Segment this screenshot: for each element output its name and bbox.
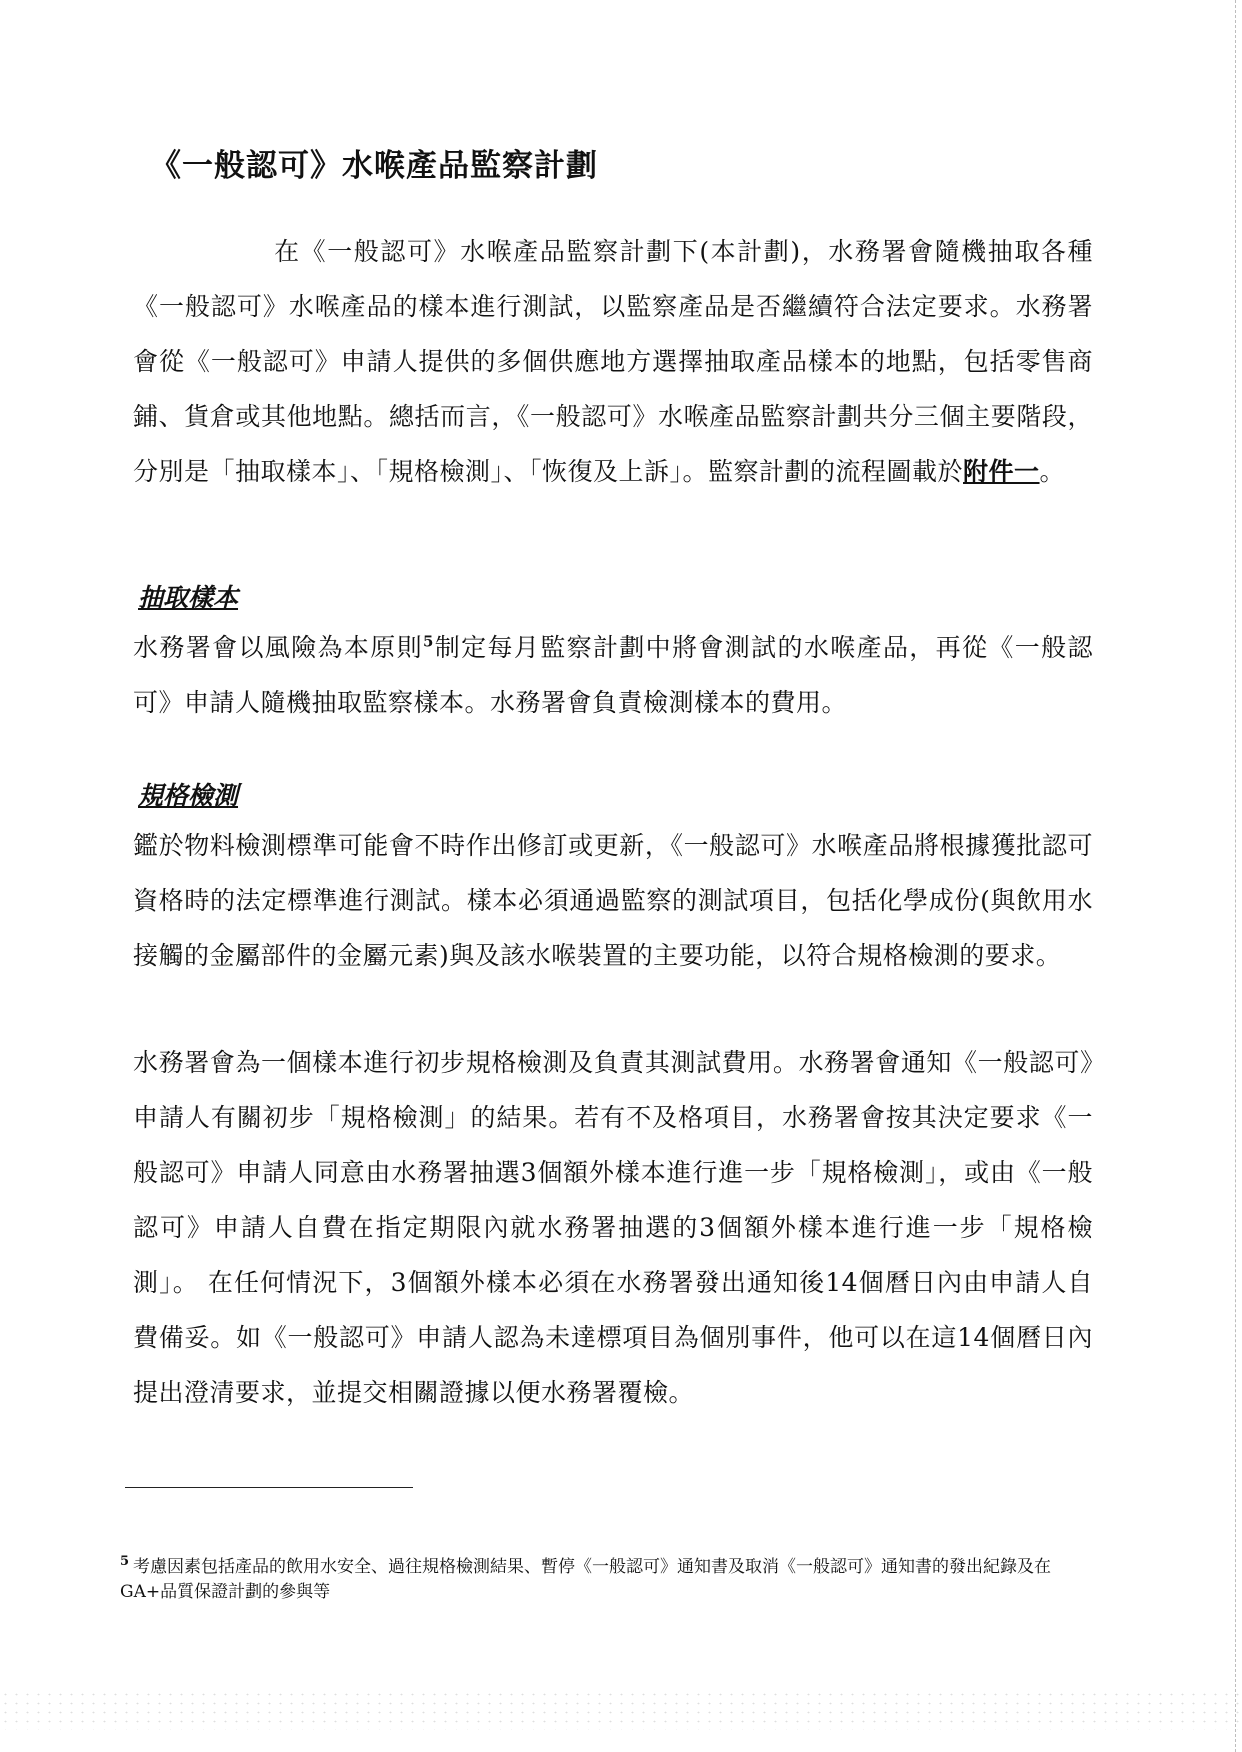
scan-edge-line [1235,0,1236,1752]
section-heading-compliance-test: 規格檢測 [138,781,239,810]
section-heading-sampling: 抽取樣本 [138,583,239,612]
compliance-paragraph-1: 鑑於物料檢測標準可能會不時作出修訂或更新，《一般認可》水喉產品將根據獲批認可資格時的法定標準進行測試。樣本必須通過監察的測試項目，包括化學成份(與飲用水接觸的金屬部件的金屬元素)與及該水喉裝置的主要功能，以符合規格檢測的要求。 [133,831,1093,970]
footnote-5 [120,1555,1100,1605]
intro-end: 。 [1039,457,1066,486]
footnote-number: 5 [120,1554,130,1570]
footnote-ref-5[interactable]: 5 [422,632,434,651]
document-title: 《一般認可》水喉產品監察計劃 [150,148,598,184]
footnote-separator [125,1487,413,1488]
intro-paragraph [133,224,1093,499]
footnote-text: 考慮因素包括產品的飲用水安全、過往規格檢測結果、暫停《一般認可》通知書及取消《一般認可》通知書的發出紀錄及在GA+品質保證計劃的參與等 [120,1557,1052,1602]
sampling-text-start: 水務署會以風險為本原則 [133,633,423,662]
sampling-text-end: 制定每月監察計劃中將會測試的水喉產品，再從《一般認可》申請人隨機抽取監察樣本。水務署會負責檢測樣本的費用。 [133,633,1093,717]
compliance-paragraph-2: 水務署會為一個樣本進行初步規格檢測及負責其測試費用。水務署會通知《一般認可》申請人有關初步「規格檢測」的結果。若有不及格項目，水務署會按其決定要求《一般認可》申請人同意由水務署抽選3個額外樣本進行進一步「規格檢測」，或由《一般認可》申請人自費在指定期限內就水務署抽選的3個額外樣本進行進一步「規格檢測」。 在任何情況下，3個額外樣本必須在水務署發出通知後14個曆日內由申請人自費備妥。如《一般認可》申請人認為未達標項目為個別事件，他可以在這14個曆日內提出澄清要求，並提交相關證據以便水務署覆檢。 [133,1048,1093,1407]
sampling-paragraph [133,620,1093,730]
scan-noise [0,1690,1242,1730]
annex-1-link[interactable]: 附件一 [963,457,1040,486]
intro-text: 在《一般認可》水喉產品監察計劃下(本計劃)，水務署會隨機抽取各種《一般認可》水喉產品的樣本進行測試，以監察產品是否繼續符合法定要求。水務署會從《一般認可》申請人提供的多個供應地方選擇抽取產品樣本的地點，包括零售商鋪、貨倉或其他地點。總括而言，《一般認可》水喉產品監察計劃共分三個主要階段，分別是「抽取樣本」、「規格檢測」、「恢復及上訴」。監察計劃的流程圖載於 [133,237,1093,486]
